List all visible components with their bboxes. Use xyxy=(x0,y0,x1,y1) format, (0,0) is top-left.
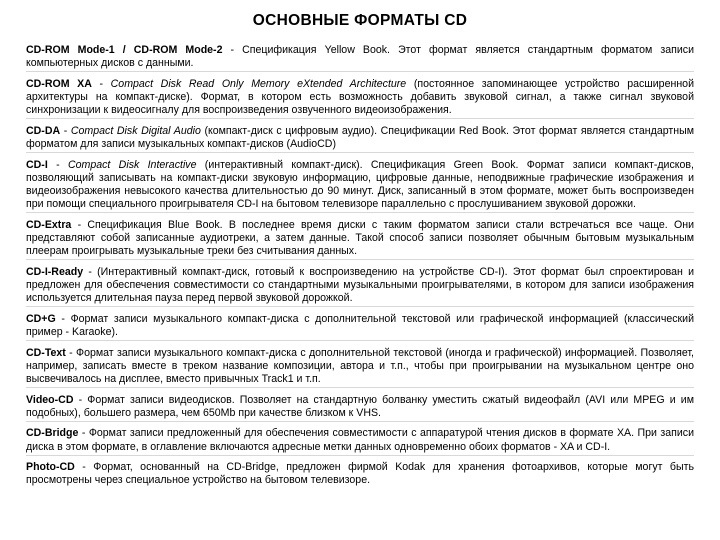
entry-text: - Формат записи музыкального компакт-диска с дополнительной текстовой (иногда и графической) информацией. Позволяет, например, записать вместе в треком название композиции, автора и т.п., чтобы при проигрывании на музыкальном центре оно высвечивалось на дисплее, вместо привычных Track1 и т.п. xyxy=(26,346,694,385)
entry-term: Photo-CD xyxy=(26,461,75,474)
entry-term: CD-ROM XA xyxy=(26,77,92,90)
entry-expansion: Compact Disk Read Only Memory eXtended Architecture xyxy=(110,77,407,90)
entry-cd-da xyxy=(26,125,694,153)
entry-term: CD-ROM Mode-1 / CD-ROM Mode-2 xyxy=(26,44,223,56)
entry-text: - (Интерактивный компакт-диск, готовый к воспроизведению на устройстве CD-I). Этот формат был спроектирован и предложен для обеспечения совместимости со стандартными музыкальными проигрывателями, в котором для записи изображения используется длительная пауза перед первой звуковой дорожкой. xyxy=(26,265,694,305)
entry-video-cd xyxy=(26,394,694,422)
entry-cd-rom-mode xyxy=(26,44,694,72)
entry-text: - Формат записи видеодисков. Позволяет на стандартную болванку уместить сжатый видеофайл (AVI или MPEG и им подобных), большего размера, чем 650Mb при качестве близком к VHS. xyxy=(26,393,694,419)
entry-cd-i-ready xyxy=(26,266,694,308)
entry-expansion: Compact Disk Digital Audio xyxy=(70,124,201,137)
entry-cd-text xyxy=(26,347,694,389)
entry-term: CD+G xyxy=(26,312,56,325)
entry-text: - Формат записи музыкального компакт-диска с дополнительной текстовой или графической информацией (классический пример - Karaoke). xyxy=(26,312,694,338)
entry-expansion: Compact Disk Interactive xyxy=(67,158,197,171)
entry-text: - Спецификация Blue Book. В последнее время диски с таким форматом записи стали встречаться все чаще. Они представляют собой записанные аудиотреки, а затем данные. Такой способ записи позволяет обычным бытовым музыкальным плеерам проигрывать музыкальные треки без считывания данных. xyxy=(26,218,694,258)
entry-term: CD-Bridge xyxy=(26,427,79,440)
page-title: ОСНОВНЫЕ ФОРМАТЫ CD xyxy=(252,12,468,29)
entry-text: - Формат, основанный на CD-Bridge, предложен фирмой Kodak для хранения фотоархивов, которые могут быть просмотрены через специальное устройство на бытовом телевизоре. xyxy=(26,461,694,487)
entry-term: Video-CD xyxy=(26,393,74,406)
entry-text: - Формат записи предложенный для обеспечения совместимости с аппаратурой чтения дисков в формате XA. При записи диска в этом формате, в оглавление включаются адресные метки данных одновременно обоих форматов - XA и CD-I. xyxy=(26,427,694,453)
entry-separator: - xyxy=(47,158,68,171)
entry-text: (интерактивный компакт-диск). Спецификация Green Book. Формат записи компакт-дисков, позволяющий записывать на компакт-диски звуковую информацию, цифровые данные, неподвижные графические изображения и видеоизображения невысокого качества длительностью до 90 минут. Диск, записанный в этом формате, может быть воспроизведен при помощи специального проигрывателя CD-I на бытовом телевизоре параллельно с прослушиванием звуковой дорожки. xyxy=(26,158,694,211)
entry-text: (постоянное запоминающее устройство расширенной архитектуры на компакт-диске). Формат, в котором есть возможность добавить звуковой сигнал, а также сигнал звуковой синхронизации к видеосигналу для воспроизведения озвученного видеоизображения. xyxy=(26,77,694,117)
entry-cd-rom-xa xyxy=(26,78,694,120)
entry-text: - Спецификация Yellow Book. Этот формат является стандартным форматом записи компьютерных дисков с данными. xyxy=(26,44,694,70)
entry-cd-bridge xyxy=(26,427,694,455)
document-page xyxy=(26,12,694,494)
entry-term: CD-I-Ready xyxy=(26,265,84,278)
entry-cd-plus-g xyxy=(26,313,694,341)
entry-term: CD-Extra xyxy=(26,218,72,231)
entry-term: CD-Text xyxy=(26,346,66,359)
entry-cd-extra xyxy=(26,219,694,261)
entry-term: CD-DA xyxy=(26,124,61,137)
entry-separator: - xyxy=(60,124,71,137)
entry-text: (компакт-диск с цифровым аудио). Спецификации Red Book. Этот формат является стандартным форматом для записи музыкальных компакт-дисков (AudioCD) xyxy=(26,124,694,150)
entry-photo-cd xyxy=(26,461,694,488)
entry-term: CD-I xyxy=(26,158,48,171)
entry-separator: - xyxy=(91,77,111,90)
entry-cd-i xyxy=(26,159,694,214)
